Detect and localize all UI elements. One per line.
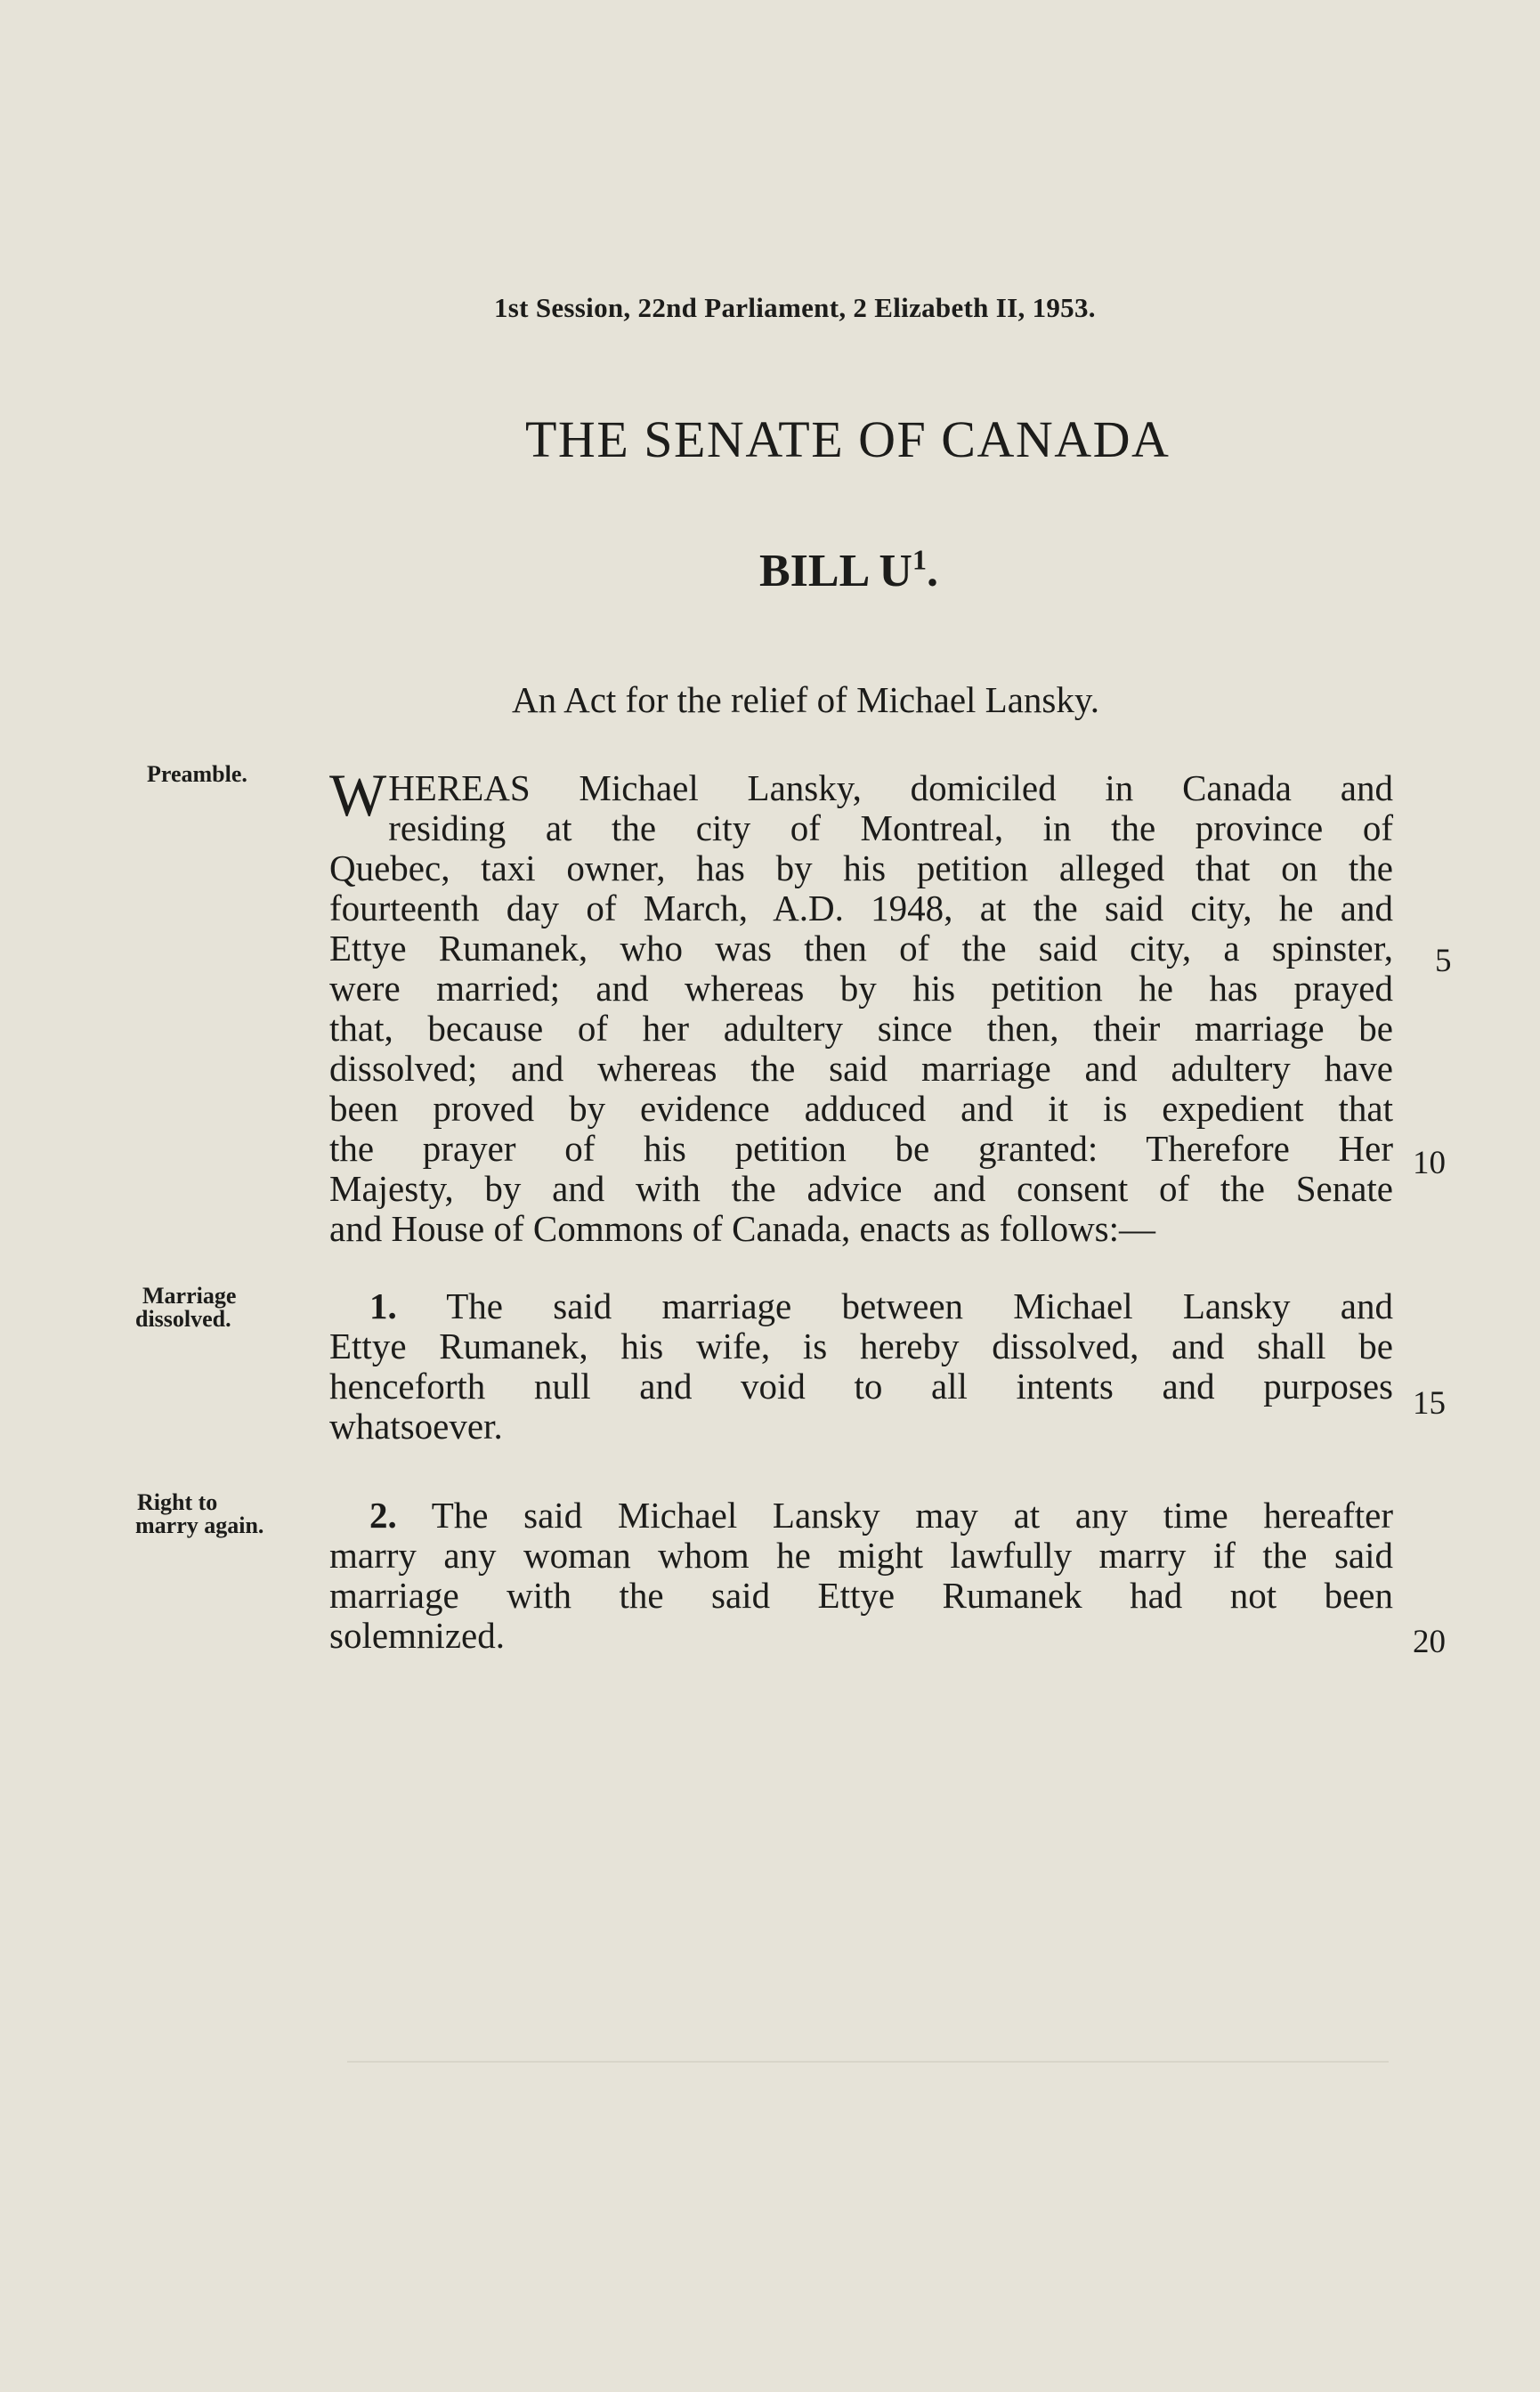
preamble-line-7: that, because of her adultery since then, their marriage be — [329, 1008, 1393, 1049]
preamble-line-4: fourteenth day of March, A.D. 1948, at the said city, he and — [329, 888, 1393, 928]
drop-cap: W — [329, 761, 387, 829]
section-1-number: 1. — [369, 1285, 397, 1326]
margin-note-right-to-marry: Right to marry again. — [135, 1489, 264, 1538]
act-title: An Act for the relief of Michael Lansky. — [512, 679, 1099, 720]
margin-note-marriage-dissolved: Marriage dissolved. — [135, 1283, 237, 1332]
preamble-line-1: WHEREAS Michael Lansky, domiciled in Canada and — [329, 761, 1393, 829]
section-1-line-1: 1. The said marriage between Michael Lansky and — [369, 1285, 1394, 1326]
margin-note-preamble: Preamble. — [147, 761, 247, 787]
preamble-line-8: dissolved; and whereas the said marriage and adultery have — [329, 1048, 1393, 1089]
section-1-line-3: henceforth null and void to all intents and purposes — [329, 1366, 1393, 1407]
line-number-10: 10 — [1413, 1145, 1446, 1181]
line-number-5: 5 — [1435, 943, 1452, 979]
line-number-15: 15 — [1413, 1385, 1446, 1422]
section-2-line-1: 2. The said Michael Lansky may at any time hereafter — [369, 1495, 1393, 1536]
section-1-line-2: Ettye Rumanek, his wife, is hereby dissolved, and shall be — [329, 1326, 1393, 1366]
session-line: 1st Session, 22nd Parliament, 2 Elizabeth II, 1953. — [494, 292, 1096, 323]
section-1-paragraph — [329, 1286, 1393, 1447]
preamble-line-10: the prayer of his petition be granted: Therefore Her — [329, 1128, 1393, 1169]
bleed-rule-lower — [347, 2061, 1389, 2063]
preamble-line-3: Quebec, taxi owner, has by his petition alleged that on the — [329, 847, 1393, 888]
bill-superscript: 1 — [912, 543, 927, 576]
preamble-line-12: and House of Commons of Canada, enacts as follows:— — [329, 1208, 1156, 1249]
section-2-number: 2. — [369, 1495, 397, 1536]
preamble-line-9: been proved by evidence adduced and it is expedient that — [329, 1088, 1393, 1129]
section-1-line-4: whatsoever. — [329, 1406, 503, 1447]
preamble-paragraph — [329, 761, 1393, 1249]
section-2-line-4: solemnized. — [329, 1615, 505, 1656]
bill-number: BILL $U^1$. — [759, 543, 938, 596]
preamble-line-11: Majesty, by and with the advice and consent of the Senate — [329, 1168, 1393, 1209]
section-2-line-3: marriage with the said Ettye Rumanek had not been — [329, 1575, 1393, 1616]
section-2-line-2: marry any woman whom he might lawfully marry if the said — [329, 1535, 1393, 1576]
line-number-20: 20 — [1413, 1624, 1446, 1660]
senate-heading: THE SENATE OF CANADA — [525, 410, 1171, 468]
preamble-line-6: were married; and whereas by his petition he has prayed — [329, 968, 1393, 1009]
preamble-line-2: residing at the city of Montreal, in the province of — [388, 807, 1393, 848]
preamble-line-5: Ettye Rumanek, who was then of the said city, a spinster, — [329, 928, 1393, 969]
section-2-paragraph — [329, 1496, 1393, 1656]
